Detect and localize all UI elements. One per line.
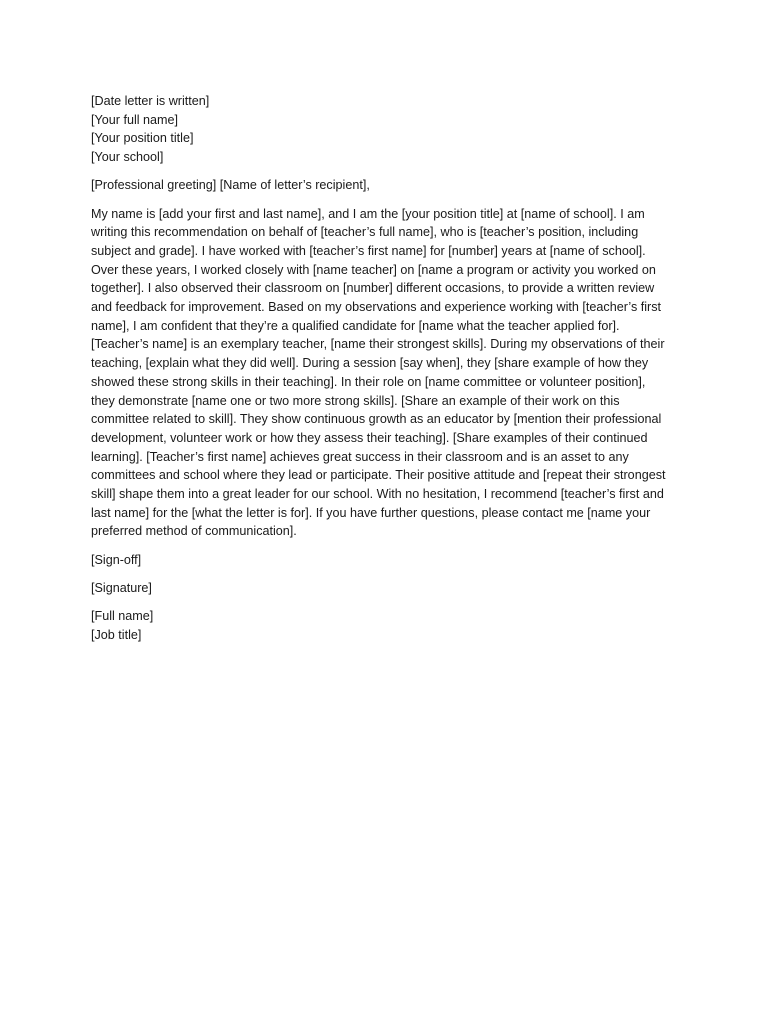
signature-block <box>91 579 681 598</box>
sender-position-line: [Your position title] <box>91 131 194 146</box>
body-line: showed these strong skills in their teaching]. In their role on [name committee or volunteer position], <box>91 374 646 389</box>
body-line: learning]. [Teacher’s first name] achieves great success in their classroom and is an asset to any <box>91 449 629 464</box>
body-line: committees and school where they lead or participate. Their positive attitude and [repeat their strongest <box>91 468 666 483</box>
sign-off-line: [Sign-off] <box>91 552 142 567</box>
letter-content <box>91 92 681 644</box>
closing-block <box>91 607 681 644</box>
full-name-line: [Full name] <box>91 609 154 624</box>
body-line: writing this recommendation on behalf of [teacher’s full name], who is [teacher’s position, including <box>91 225 639 240</box>
body-line: development, volunteer work or how they assess their teaching]. [Share examples of their continued <box>91 430 648 445</box>
body-line: skill] shape them into a great leader for our school. With no hesitation, I recommend [teacher’s first and <box>91 487 664 502</box>
body-line: preferred method of communication]. <box>91 524 297 539</box>
sender-school-line: [Your school] <box>91 150 164 165</box>
body-line: name], I am confident that they’re a qualified candidate for [name what the teacher applied for]. <box>91 318 620 333</box>
sender-name-line: [Your full name] <box>91 112 179 127</box>
date-line: [Date letter is written] <box>91 94 210 108</box>
body-line: Over these years, I worked closely with [name teacher] on [name a program or activity you worked on <box>91 262 656 277</box>
body-line: and feedback for improvement. Based on my observations and experience working with [teacher’s first <box>91 300 662 315</box>
body-line: last name] for the [what the letter is for]. If you have further questions, please contact me [name your <box>91 505 651 520</box>
job-title-line: [Job title] <box>91 627 142 642</box>
body-line: committee related to skill]. They show continuous growth as an educator by [mention their professional <box>91 412 662 427</box>
body-line: subject and grade]. I have worked with [teacher’s first name] for [number] years at [name of school]. <box>91 243 646 258</box>
body-line: together]. I also observed their classroom on [number] different occasions, to provide a written review <box>91 281 655 296</box>
body-paragraph <box>91 205 681 542</box>
greeting-line: [Professional greeting] [Name of letter’s recipient], <box>91 178 370 193</box>
sign-off-block <box>91 551 681 570</box>
body-line: teaching, [explain what they did well]. During a session [say when], they [share example of how they <box>91 356 649 371</box>
body-line: [Teacher’s name] is an exemplary teacher, [name their strongest skills]. During my observations of their <box>91 337 665 352</box>
sender-block <box>91 92 681 167</box>
body-line: My name is [add your first and last name], and I am the [your position title] at [name of school]. I am <box>91 206 645 221</box>
greeting-block <box>91 176 681 195</box>
body-line: they demonstrate [name one or two more strong skills]. [Share an example of their work on this <box>91 393 620 408</box>
signature-line: [Signature] <box>91 580 152 595</box>
